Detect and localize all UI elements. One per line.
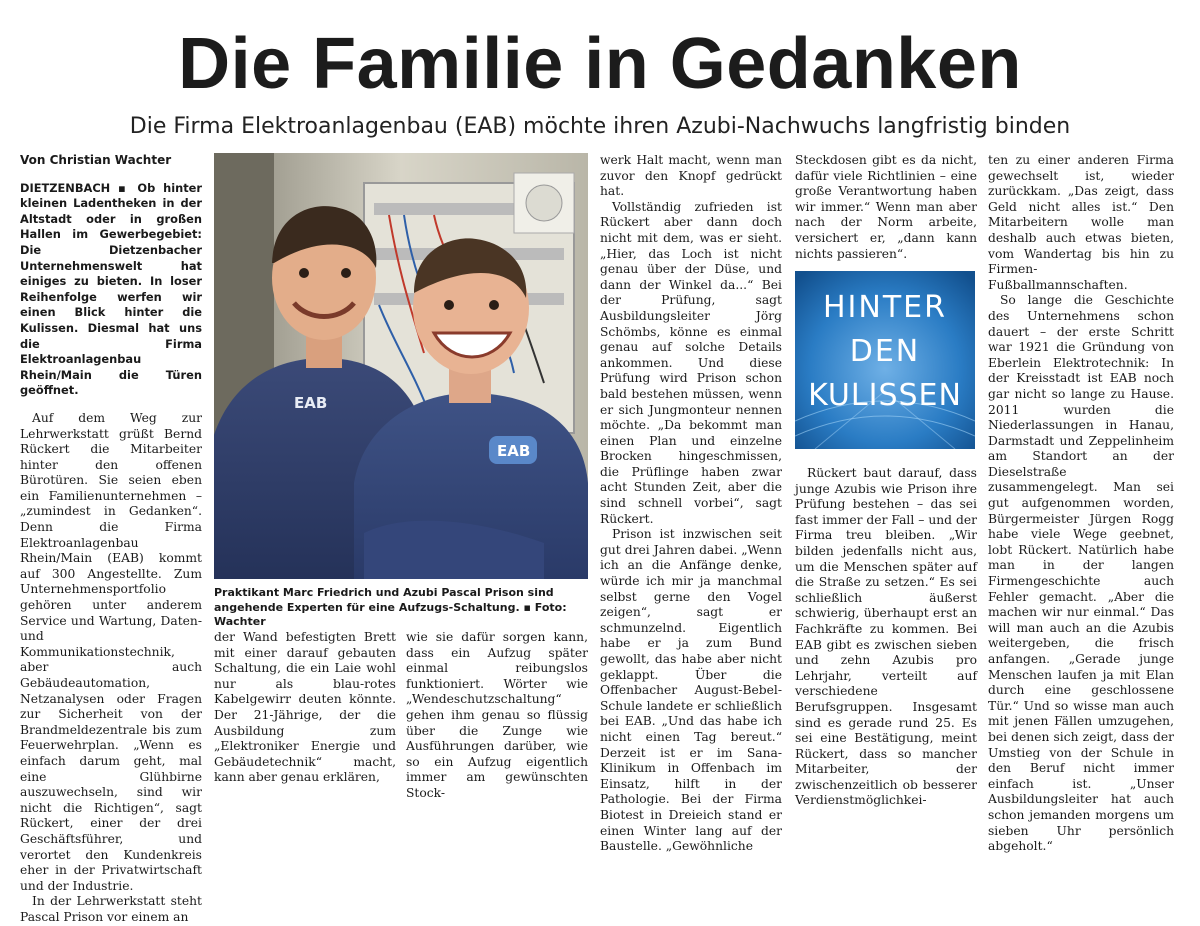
article-column-3 [406, 630, 588, 802]
dateline: DIETZENBACH [20, 180, 111, 195]
headline: Die Familie in Gedanken [178, 24, 1022, 104]
series-logo-graphic [795, 271, 975, 449]
paragraph: Vollständig zufrieden ist Rückert aber dann doch nicht mit dem, was er sieht. „Hier, das Loch ist nicht genau über der Düse, und dann der Winkel da...“ Bei der Prüfung, sagt Ausbildungsleiter Jörg Schömbs, könne es einmal genau auf solche Details ankommen. Und diese Prüfung wird Prison schon bald bestehen müssen, wenn er sich Jungmonteur nennen möchte. „Da bekommt man einen Plan und einzelne Brocken hingeschmissen, die Prüflinge haben zwar acht Stunden Zeit, aber die sind schnell vorbei“, sagt Rückert. [600, 199, 782, 526]
article-column-6 [795, 466, 977, 809]
article-column-1 [20, 153, 202, 926]
logo-line-3: KULISSEN [808, 378, 962, 413]
photo-caption: Praktikant Marc Friedrich und Azubi Pascal Prison sind angehende Experten für eine Aufzugs-Schaltung. ▪ Foto: Wachter [214, 586, 567, 628]
logo-line-2: DEN [849, 334, 921, 369]
article-column-7 [988, 153, 1174, 855]
article-column-4 [600, 153, 782, 855]
paragraph: Steckdosen gibt es da nicht, dafür viele Richtlinien – eine große Verantwortung haben wir immer.“ Wenn man aber nach der Norm arbeite, versichert er, „dann kann nichts passieren“. [795, 153, 977, 261]
lead-paragraph [20, 181, 202, 399]
paragraph: Prison ist inzwischen seit gut drei Jahren dabei. „Wenn ich an die Anfänge denke, würde ich mir ja manchmal selbst gerne den Vogel zeigen“, sagt er schmunzelnd. Eigentlich habe er ja zum Bund gewollt, das habe aber nicht geklappt. Über die Offenbacher August-Bebel-Schule landete er schließlich bei EAB. „Und das habe ich nicht einen Tag bereut.“ Derzeit ist er im Sana-Klinikum in Offenbach im Einsatz, hilft in der Pathologie. Bei der Firma Biotest in Dreieich stand er einen Winter lang auf der Baustelle. „Gewöhnliche [600, 527, 782, 854]
paragraph: Auf dem Weg zur Lehrwerkstatt grüßt Bernd Rückert die Mitarbeiter hinter den offenen Bürotüren. Sie seien eben ein Familienunternehmen – „zumindest in Gedanken“. Denn die Firma Elektroanlagenbau Rhein/Main (EAB) kommt auf 300 Angestellte. Zum Unternehmensportfolio gehören unter anderem Service und Wartung, Daten- und Kommunikationstechnik, aber auch Gebäudeautomation, Netzanalysen oder Fragen zur Sicherheit von der Brandmeldezentrale bis zum Feuerwehrplan. „Wenn es einfach darum geht, mal eine Glühbirne auszuwechseln, sind wir nicht die Richtigen“, sagt Rückert, einer der drei Geschäftsführer, und verortet den Kundenkreis eher in der Privatwirtschaft und der Industrie. [20, 410, 202, 893]
shirt-logo-right: EAB [497, 442, 531, 460]
byline: Von Christian Wachter [20, 153, 172, 167]
photo-illustration [214, 153, 588, 579]
paragraph: ten zu einer anderen Firma gewechselt ist, wieder zurückkam. „Das zeigt, dass Geld nicht alles ist.“ Den Mitarbeitern wolle man deshalb auch etwas bieten, vom Wandertag bis hin zu Firmen-Fußballmannschaften. [988, 153, 1174, 292]
article-column-2 [214, 630, 396, 786]
paragraph: So lange die Geschichte des Unternehmens schon dauert – der erste Schritt war 1921 die Gründung von Eberlein Elektrotechnik: In der Kreisstadt ist EAB noch gar nicht so lange zu Hause. 2011 wurden die Niederlassungen in Hanau, Darmstadt und Zeppelinheim am Standort an der Dieselstraße zusammengelegt. Man sei gut aufgenommen worden, Bürgermeister Jürgen Rogg habe viele Wege geebnet, lobt Rückert. Natürlich habe man in der langen Firmengeschichte auch Fehler gemacht. „Aber die machen wir nur einmal.“ Das will man auch an die Azubis weitergeben, die frisch anfangen. „Gerade junge Menschen laufen ja mit Elan durch eine geschlossene Tür.“ Und so wisse man auch mit jenen Fällen umzugehen, bei denen sich zeigt, dass der Umstieg von der Schule in den Beruf nicht immer einfach ist. „Unser Ausbildungsleiter hat auch schon jemanden morgens um sieben Uhr persönlich abgeholt.“ [988, 293, 1174, 854]
series-logo [795, 271, 975, 449]
paragraph: wie sie dafür sorgen kann, dass ein Aufzug später einmal reibungslos funktioniert. Wörter wie „Wendeschutzschaltung“ gehen ihm genau so flüssig über die Zunge wie Ausführungen darüber, wie so ein Aufzug eigentlich immer am gewünschten Stock- [406, 630, 588, 800]
article-photo [214, 153, 588, 579]
logo-line-1: HINTER [823, 290, 947, 325]
paragraph: In der Lehrwerkstatt steht Pascal Prison vor einem an [20, 894, 202, 924]
lead-text: ▪ Ob hinter kleinen Ladentheken in der Altstadt oder in großen Hallen im Gewerbegebiet: Die Dietzenbacher Unternehmenswelt hat einiges zu bieten. In loser Reihenfolge werfen wir einen Blick hinter die Kulissen. Diesmal hat uns die Firma Elektroanlagenbau Rhein/Main die Türen geöffnet. [20, 180, 202, 398]
paragraph: Rückert baut darauf, dass junge Azubis wie Prison ihre Prüfung bestehen – das sei fast immer der Fall – und der Firma treu bleiben. „Wir bilden jedenfalls nicht aus, um die Menschen später auf die Straße zu setzen.“ Es sei schließlich äußerst schwierig, überhaupt erst an Fachkräfte zu kommen. Bei EAB gibt es zwischen sieben und zehn Azubis pro Lehrjahr, verteilt auf verschiedene Berufsgruppen. Insgesamt sind es gerade rund 25. Es sei eine Bestätigung, meint Rückert, dass so mancher Mitarbeiter, der zwischenzeitlich ob besserer Verdienstmöglichkei- [795, 466, 977, 808]
subheadline: Die Firma Elektroanlagenbau (EAB) möchte ihren Azubi-Nachwuchs langfristig binden [129, 114, 1071, 139]
paragraph: der Wand befestigten Brett mit einer darauf gebauten Schaltung, die ein Laie wohl nur als blau-rotes Kabelgewirr deuten könnte. Der 21-Jährige, der die Ausbildung zum „Elektroniker Energie und Gebäudetechnik“ macht, kann aber genau erklären, [214, 630, 396, 785]
article-column-5 [795, 153, 977, 262]
shirt-logo-left: EAB [294, 394, 328, 412]
paragraph: werk Halt macht, wenn man zuvor den Knopf gedrückt hat. [600, 153, 782, 199]
